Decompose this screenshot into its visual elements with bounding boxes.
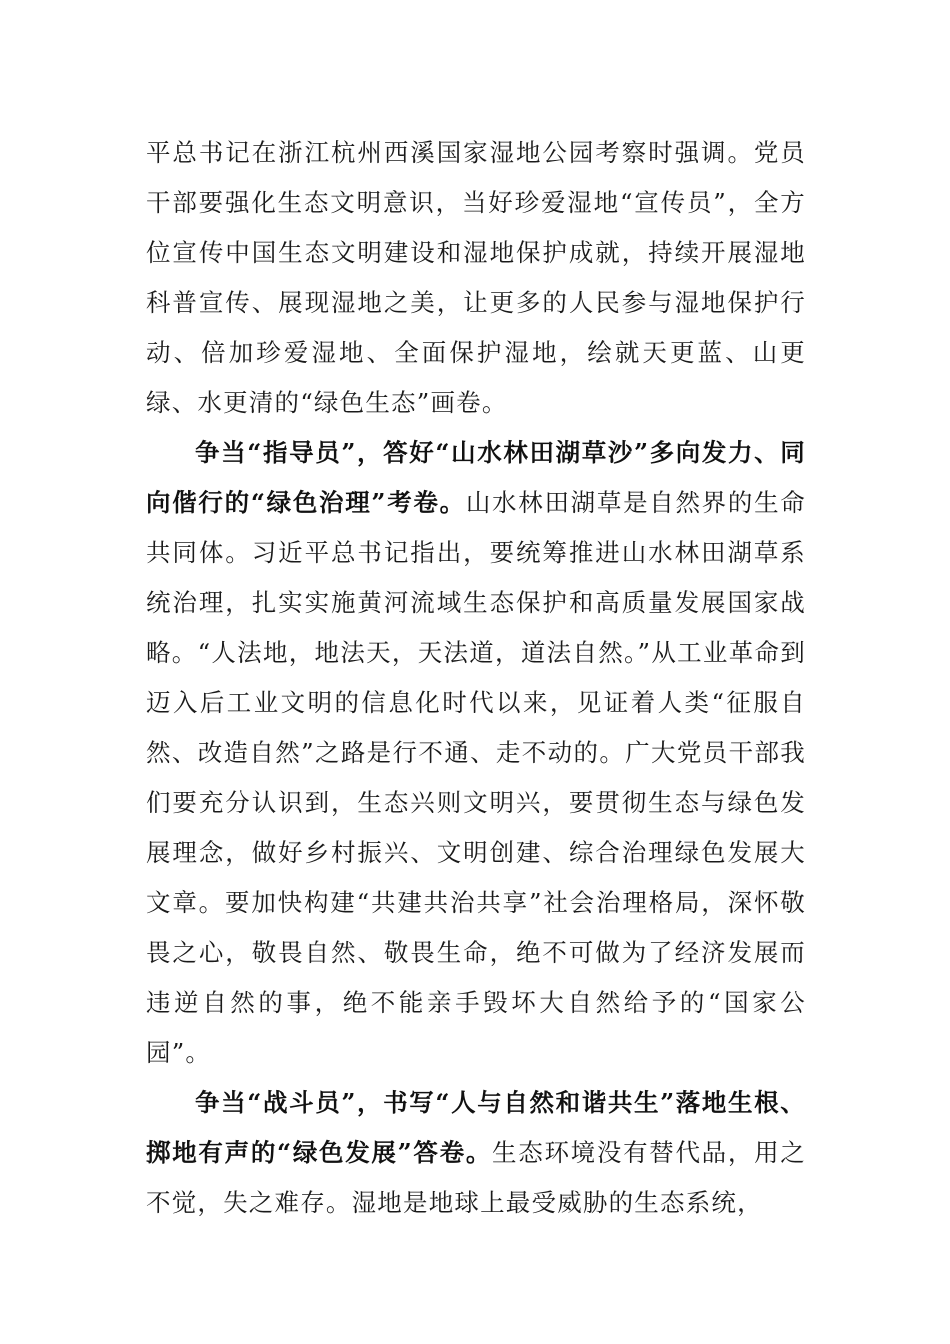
paragraph-2-heading: 争当“指导员”，答好“山水林田湖草沙”多向发力、同向偕行的“绿色治理”考卷。 (146, 438, 806, 517)
paragraph-1-text: 平总书记在浙江杭州西溪国家湿地公园考察时强调。党员干部要强化生态文明意识，当好珍爱湿地“宣传员”，全方位宣传中国生态文明建设和湿地保护成就，持续开展湿地科普宣传、展现湿地之美，让更多的人民参与湿地保护行动、倍加珍爱湿地、全面保护湿地，绘就天更蓝、山更绿、水更清的“绿色生态”画卷。 (146, 138, 806, 417)
paragraph-2-text: 山水林田湖草是自然界的生命共同体。习近平总书记指出，要统筹推进山水林田湖草系统治理，扎实实施黄河流域生态保护和高质量发展国家战略。“人法地，地法天，天法道，道法自然。”从工业革命到迈入后工业文明的信息化时代以来，见证着人类“征服自然、改造自然”之路是行不通、走不动的。广大党员干部我们要充分认识到，生态兴则文明兴，要贯彻生态与绿色发展理念，做好乡村振兴、文明创建、综合治理绿色发展大文章。要加快构建“共建共治共享”社会治理格局，深怀敬畏之心，敬畏自然、敬畏生命，绝不可做为了经济发展而违逆自然的事，绝不能亲手毁坏大自然给予的“国家公园”。 (146, 488, 806, 1067)
paragraph-2 (146, 428, 806, 1078)
paragraph-3-text: 生态环境没有替代品，用之不觉，失之难存。湿地是地球上最受威胁的生态系统， (146, 1138, 806, 1217)
paragraph-3 (146, 1078, 806, 1228)
paragraph-3-heading: 争当“战斗员”，书写“人与自然和谐共生”落地生根、掷地有声的“绿色发展”答卷。 (146, 1088, 806, 1167)
document-body (146, 128, 806, 1228)
paragraph-1 (146, 128, 806, 428)
